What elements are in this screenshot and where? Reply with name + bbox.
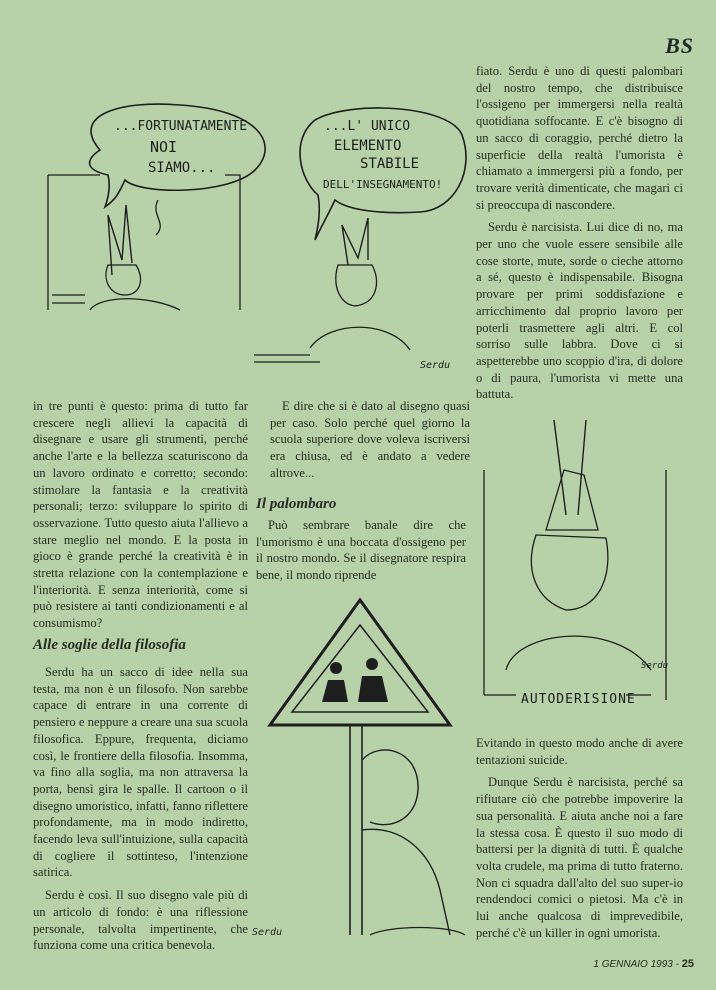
column1-body [33, 664, 248, 960]
bubble-text-2: ELEMENTO [334, 138, 402, 154]
section-heading-filosofia [33, 637, 248, 664]
paragraph: Può sembrare banale dire che l'umorismo è una boccata d'ossigeno per il nostro mondo. Se il disegnatore respira bene, il mondo riprende [256, 518, 466, 583]
column2-body [256, 517, 466, 590]
cartoon-unico-elemento [250, 100, 475, 375]
bubble-text-3: STABILE [360, 156, 420, 172]
paragraph: Serdu ha un sacco di idee nella sua testa, ma non è un filosofo. Non sarebbe capace di entrare in una corrente di pensiero e neppure a creare una sua scuola filosofica. Eppure, frequenta, diciamo così, le frontiere della filosofia. Insomma, va fino alla soglia, ma non attraversa la porta, bensì gira le spalle. Il cartoon o il disegno umoristico, infatti, fanno riflettere profondamente, ma in modo indiretto, facendo leva sull'intuizione, sulla capacità di cogliere il sottinteso, l'intenzione satirica. [33, 665, 248, 880]
issue-date: 1 GENNAIO 1993 - [593, 959, 682, 970]
cartoon-autoderisione [476, 420, 686, 710]
paragraph: in tre punti è questo: prima di tutto far crescere negli allievi la capacità di disegnare e usare gli strumenti, perché anche l'arte e la bellezza scaturiscono da un lavoro ordinato e corretto; secondo: stimolare la fantasia e la creatività personali; terzo: sviluppare lo spirito di osservazione. Tutto questo aiuta l'allievo a stare meglio nel mondo. E la posta in gioco è grande perché la creatività è in stretta relazione con la contemplazione e l'interiorità. E senza interiorità, come si può resistere ai tanti condizionamenti e al consumismo? [33, 399, 248, 631]
column2-top-text [270, 398, 470, 488]
cartoon-fortunatamente [30, 95, 270, 330]
paragraph: Dunque Serdu è narcisista, perché sa rifiutare ciò che potrebbe impoverire la sua personalità. E aiuta anche noi a fare la stessa cosa. È questo il suo modo di battersi per la dignità di tutti. È qualche volta crudele, ma prima di tutto fraterno. Non ci squadra dall'alto del suo super-io rendendoci comici o pietosi. Ma c'è in lui anche qualcosa di imprevedibile, perché c'è un killer in ogni umorista. [476, 775, 683, 940]
bubble-text-1: ...L' UNICO [324, 119, 411, 134]
column1-top-text [33, 398, 248, 638]
paragraph: E dire che si è dato al disegno quasi per caso. Solo perché quel giorno la scuola superiore dove voleva iscriversi era chiusa, ed è andato a vedere altrove... [270, 399, 470, 480]
signature: Serdu [420, 360, 451, 371]
signature: Serdu [641, 661, 669, 671]
bubble-text-3: SIAMO... [148, 160, 216, 176]
paragraph: Serdu è narcisista. Lui dice di no, ma per uno che vuole essere sensibile alle cose storte, mute, sorde o cieche attorno a sé, questo è indispensabile. Bisogna provare per primi soddisfazione e arricchimento dal proprio lavoro per poterli trasmettere agli altri. E col sorriso sulle labbra. Dove ci si aspetterebbe uno scoppio d'ira, di dolore o di paura, l'umorista vi mette una battuta. [476, 220, 683, 402]
paragraph: Serdu è così. Il suo disegno vale più di un articolo di fondo: è una riflessione personale, talvolta impertinente, che funziona come una critica benevola. [33, 888, 248, 953]
signature: Serdu [252, 927, 283, 938]
bubble-text-1: ...FORTUNATAMENTE [114, 119, 248, 134]
cartoon-road-sign [250, 590, 470, 950]
bubble-text-2: NOI [150, 138, 178, 156]
heading-text: Alle soglie della filosofia [33, 637, 186, 653]
caption: AUTODERISIONE [521, 692, 636, 707]
paragraph: Evitando in questo modo anche di avere tentazioni suicide. [476, 736, 683, 767]
bubble-text-4: DELL'INSEGNAMENTO! [323, 178, 443, 191]
page-footer [593, 958, 694, 970]
column3-top-text [476, 63, 683, 409]
page-number: 25 [681, 958, 694, 970]
paragraph: fiato. Serdu è uno di questi palombari del nostro tempo, che distribuisce l'ossigeno per immergersi nella realtà quotidiana soffocante. E c'è bisogno di un sacco di coraggio, perché dietro la superficie della realtà l'umorista è chiamato a immergersi più a fondo, per trovare verità dimenticate, che magari ci si preoccupa di nascondere. [476, 64, 683, 212]
heading-text: Il palombaro [256, 496, 337, 512]
column3-bottom-text [476, 735, 683, 947]
section-mark: BS [665, 33, 694, 58]
